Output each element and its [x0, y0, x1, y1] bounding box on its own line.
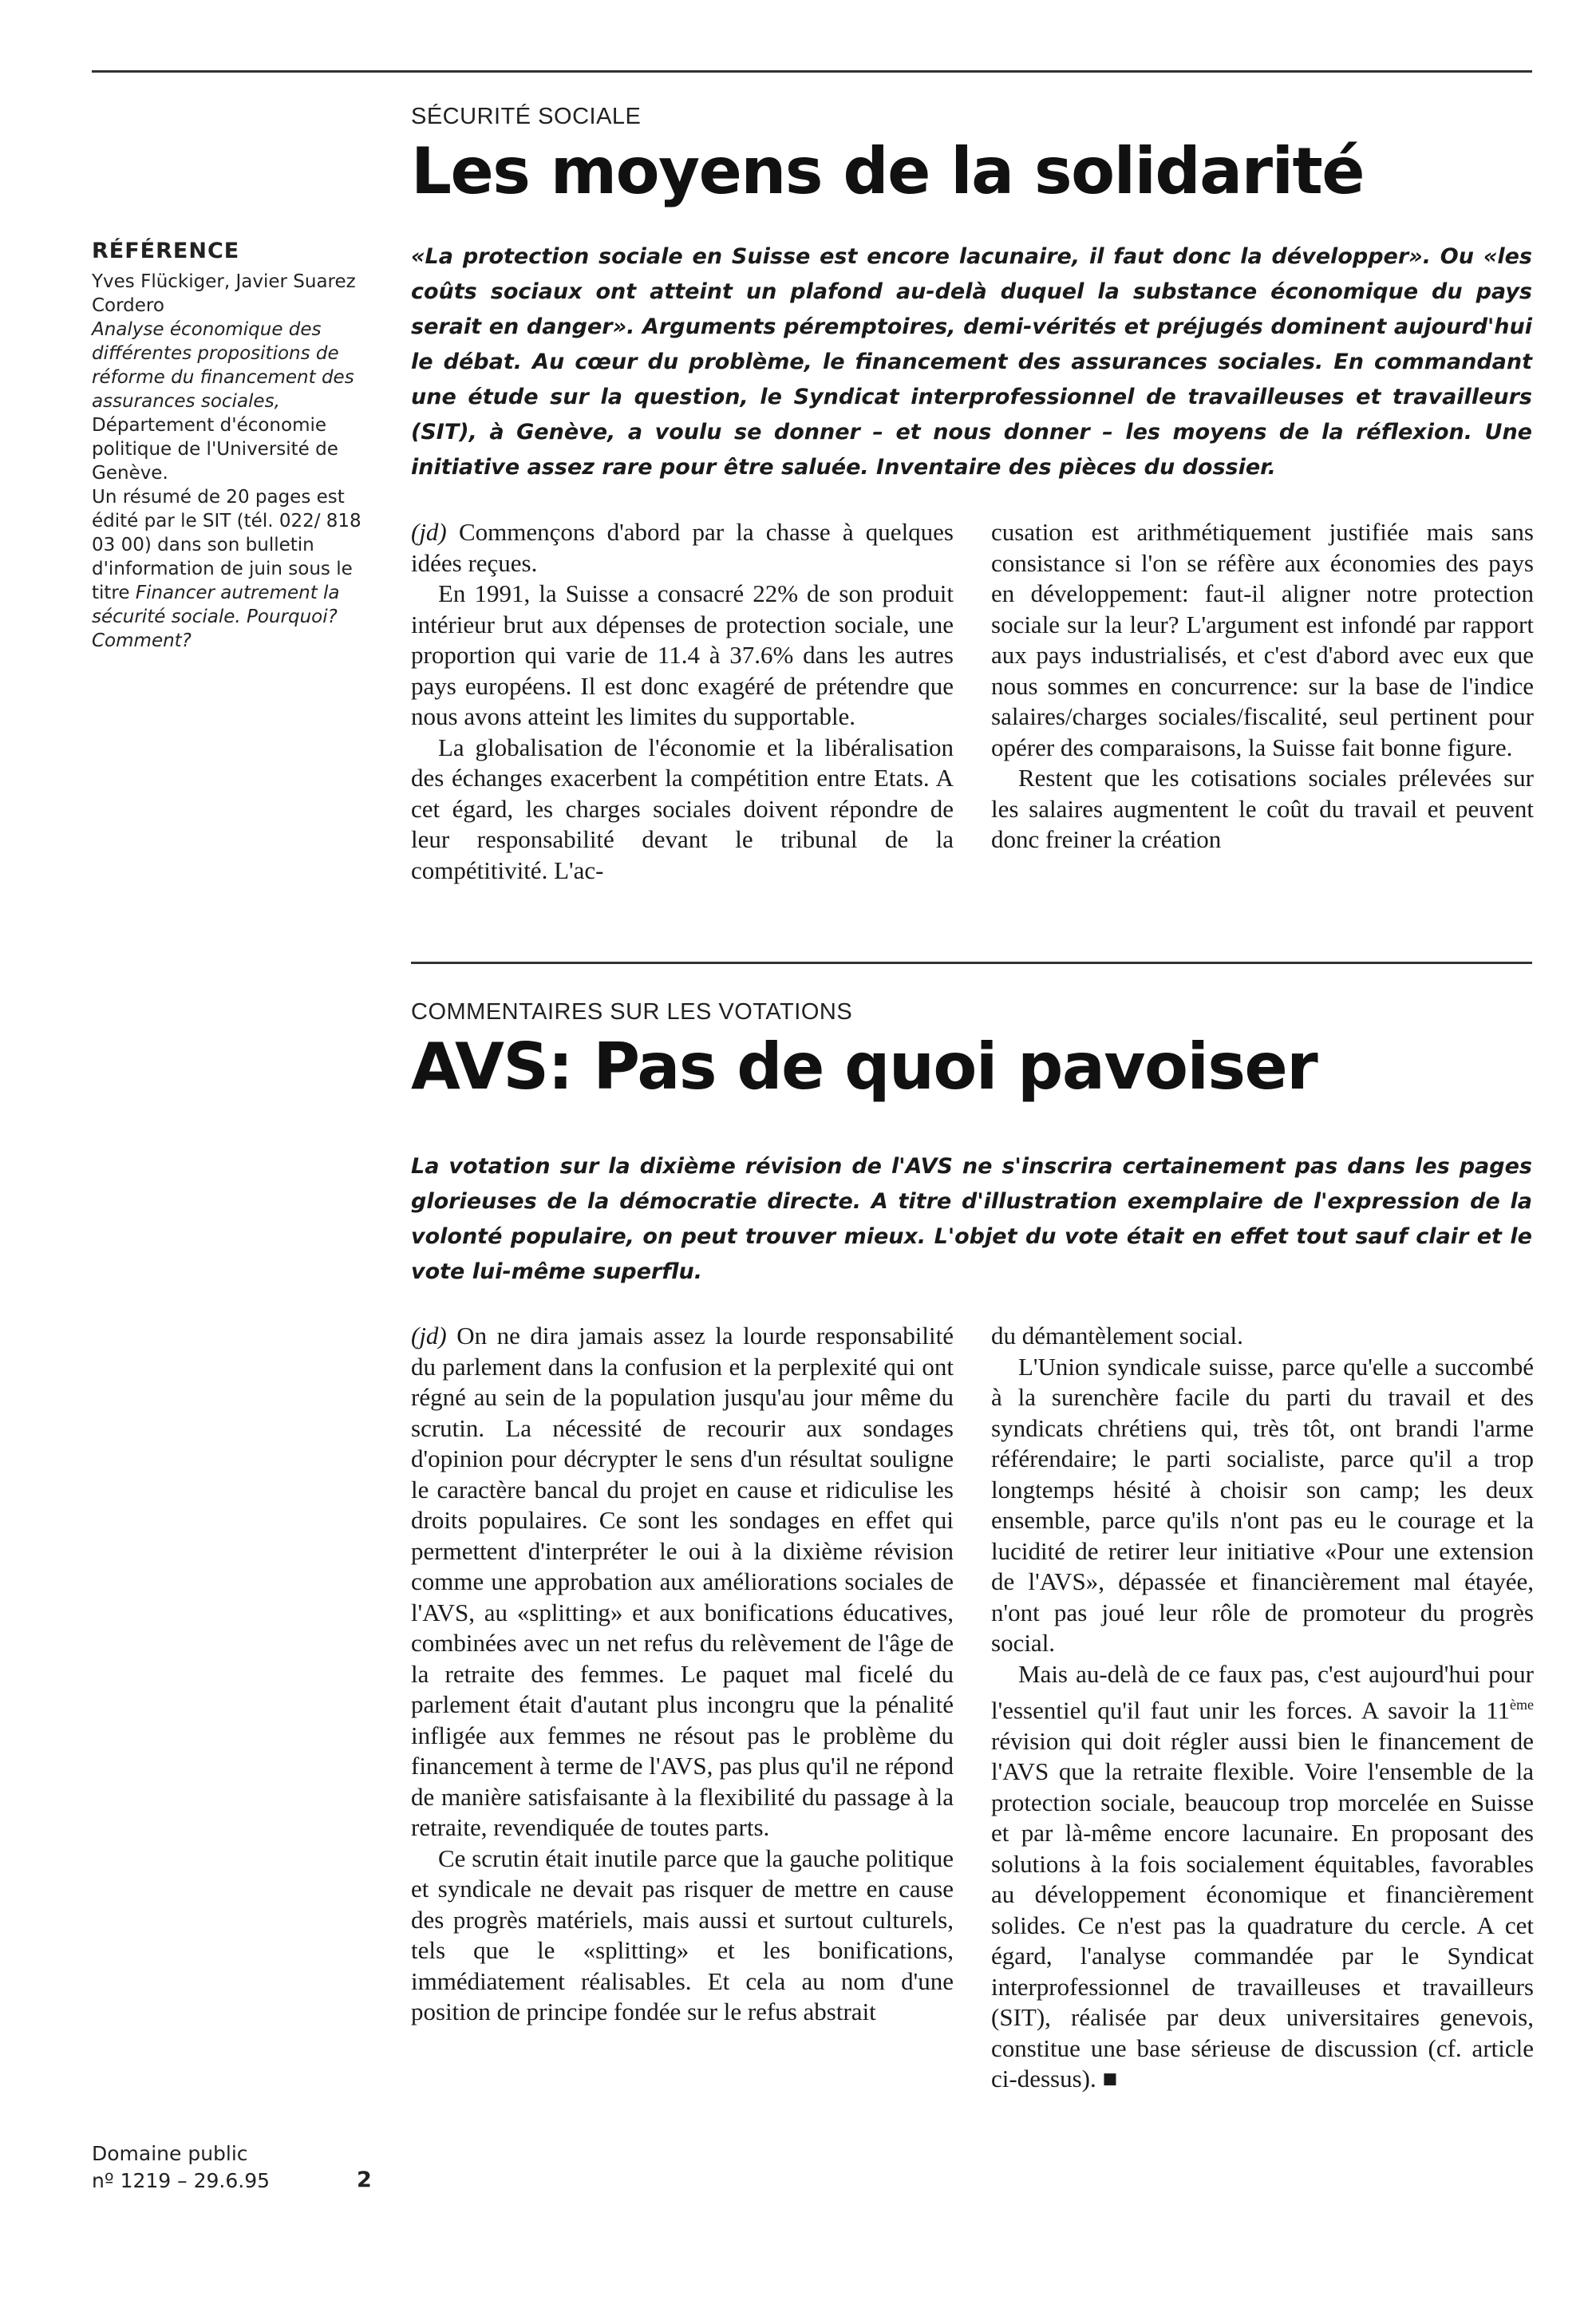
issue-number: nº 1219 – 29.6.95	[92, 2169, 271, 2192]
article2-column-2	[991, 1321, 1534, 2095]
article1-col2-para1: cusation est arithmétiquement justifiée mais sans consistance si l'on se réfère aux économies des pays en développement: faut-il aligner notre protection sociale sur la leur? L'argument est infondé par rapport aux pays industrialisés, et c'est d'abord avec eux que nous sommes en concurrence: sur la base de l'indice salaires/charges sociales/fiscalité, seul pertinent pour opérer des comparaisons, la Suisse fait bonne figure.	[991, 518, 1534, 761]
reference-heading: RÉFÉRENCE	[92, 239, 240, 263]
paragraph-text: Mais au-delà de ce faux pas, c'est aujourd'hui pour l'essentiel qu'il faut unir les forces. A savoir la 11	[991, 1659, 1534, 1725]
publication-footer	[92, 2140, 270, 2195]
article2-col2-para2: L'Union syndicale suisse, parce qu'elle a succombé à la surenchère facile du parti du travail et des syndicats chrétiens qui, très tôt, ont brandi l'arme référendaire; le parti socialiste, parce qu'il a trop longtemps hésité à choisir son camp; les deux ensemble, parce qu'ils n'ont pas eu le courage et la lucidité de retirer leur initiative «Pour une extension de l'AVS», dépassée et financièrement mal étayée, n'ont pas joué leur rôle de promoteur du progrès social.	[991, 1352, 1534, 1657]
section-rule	[411, 962, 1532, 964]
author-initials: (jd)	[411, 1322, 447, 1350]
article2-col1-para1	[411, 1321, 954, 1844]
article1-headline: Les moyens de la solidarité	[411, 134, 1365, 208]
summary-title: Financer autrement la sécurité sociale. Pourquoi? Comment?	[92, 583, 340, 651]
page-number: 2	[357, 2168, 372, 2192]
paragraph-text: révision qui doit régler aussi bien le financement de l'AVS que la retraite flexible. Voire l'ensemble de la protection sociale, beaucoup trop morcelée en Suisse et par là-même encore lacunaire. En proposant des solutions à la fois socialement équitables, favorables au développement économique et financièrement solides. Ce n'est pas la quadrature du cercle. A cet égard, l'analyse commandée par le Syndicat interprofessionnel de travailleuses et travailleurs (SIT), réalisée par deux universitaires genevois, constitue une base sérieuse de discussion (cf. article ci-dessus). ■	[991, 1726, 1534, 2093]
article2-col2-para1: du démantèlement social.	[991, 1322, 1243, 1350]
article2-headline: AVS: Pas de quoi pavoiser	[411, 1029, 1317, 1104]
article1-column-2	[991, 517, 1534, 856]
reference-authors: Yves Flückiger, Javier Suarez Cordero	[92, 271, 356, 316]
article2-col2-para3	[991, 1659, 1534, 2095]
article1-col1-para2: En 1991, la Suisse a consacré 22% de son produit intérieur brut aux dépenses de protection sociale, une proportion qui varie de 11.4 à 37.6% dans les autres pays européens. Il est donc exagéré de prétendre que nous avons atteint les limites du supportable.	[411, 579, 954, 730]
article2-lead: La votation sur la dixième révision de l'AVS ne s'inscrira certainement pas dans les pages glorieuses de la démocratie directe. A titre d'illustration exemplaire de l'expression de la volonté populaire, on peut trouver mieux. L'objet du vote était en effet tout sauf clair et le vote lui-même superflu.	[411, 1154, 1532, 1284]
article1-column-1	[411, 517, 954, 886]
author-initials: (jd)	[411, 518, 447, 546]
superscript: ème	[1510, 1697, 1534, 1713]
paragraph-text: On ne dira jamais assez la lourde responsabilité du parlement dans la confusion et la perplexité qui ont régné au sein de la population jusqu'au jour même du scrutin. La nécessité de recourir aux sondages d'opinion pour décrypter le sens d'un résultat souligne le caractère bancal du projet en cause et ridiculise les droits populaires. Ce sont les sondages en effet qui permettent d'interpréter le oui à la dixième révision comme une approbation aux améliorations sociales de l'AVS, au «splitting» et aux bonifications éducatives, combinées avec un net refus du relèvement de l'âge de la retraite des femmes. Le paquet mal ficelé du parlement était d'autant plus incongru que la pénalité infligée aux femmes ne résout pas le problème du financement à terme de l'AVS, pas plus qu'il ne répond de manière satisfaisante à la flexibilité du passage à la retraite, revendiquée de toutes parts.	[411, 1322, 954, 1841]
summary-text: Un résumé de 20 pages est édité par le SIT (tél. 022/ 818 03 00) dans son bulletin d'information de juin sous le titre	[92, 487, 361, 603]
article2-kicker: COMMENTAIRES SUR LES VOTATIONS	[411, 999, 853, 1025]
top-rule	[92, 70, 1532, 73]
article1-col1-para1	[411, 517, 954, 579]
article2-col1-para2: Ce scrutin était inutile parce que la gauche politique et syndicale ne devait pas risquer de mettre en cause des progrès matériels, mais aussi et surtout culturels, tels que le «splitting» et les bonifications, immédiatement réalisables. Et cela au nom d'une position de principe fondée sur le refus abstrait	[411, 1844, 954, 2025]
reference-sidebar	[92, 239, 371, 653]
article2-column-1	[411, 1321, 954, 2028]
publication-name: Domaine public	[92, 2142, 248, 2165]
article1-col1-para3: La globalisation de l'économie et la libéralisation des échanges exacerbent la compétition entre Etats. A cet égard, les charges sociales doivent répondre de leur responsabilité devant le tribunal de la compétitivité. L'ac-	[411, 733, 954, 884]
reference-publisher: Département d'économie politique de l'Université de Genève.	[92, 415, 338, 484]
article1-kicker: SÉCURITÉ SOCIALE	[411, 104, 642, 129]
reference-work-title: Analyse économique des différentes propositions de réforme du financement des assurances sociales,	[92, 319, 354, 412]
reference-summary	[92, 485, 371, 653]
article1-col2-para2: Restent que les cotisations sociales prélevées sur les salaires augmentent le coût du travail et peuvent donc freiner la création	[991, 764, 1534, 853]
article1-lead: «La protection sociale en Suisse est encore lacunaire, il faut donc la développer». Ou «les coûts sociaux ont atteint un plafond au-delà duquel la substance économique du pays serait en danger». Arguments péremptoires, demi-vérités et préjugés dominent aujourd'hui le débat. Au cœur du problème, le financement des assurances sociales. En commandant une étude sur la question, le Syndicat interprofessionnel de travailleuses et travailleurs (SIT), à Genève, a voulu se donner – et nous donner – les moyens de la réflexion. Une initiative assez rare pour être saluée. Inventaire des pièces du dossier.	[411, 244, 1532, 480]
paragraph-text: Commençons d'abord par la chasse à quelques idées reçues.	[411, 518, 954, 577]
